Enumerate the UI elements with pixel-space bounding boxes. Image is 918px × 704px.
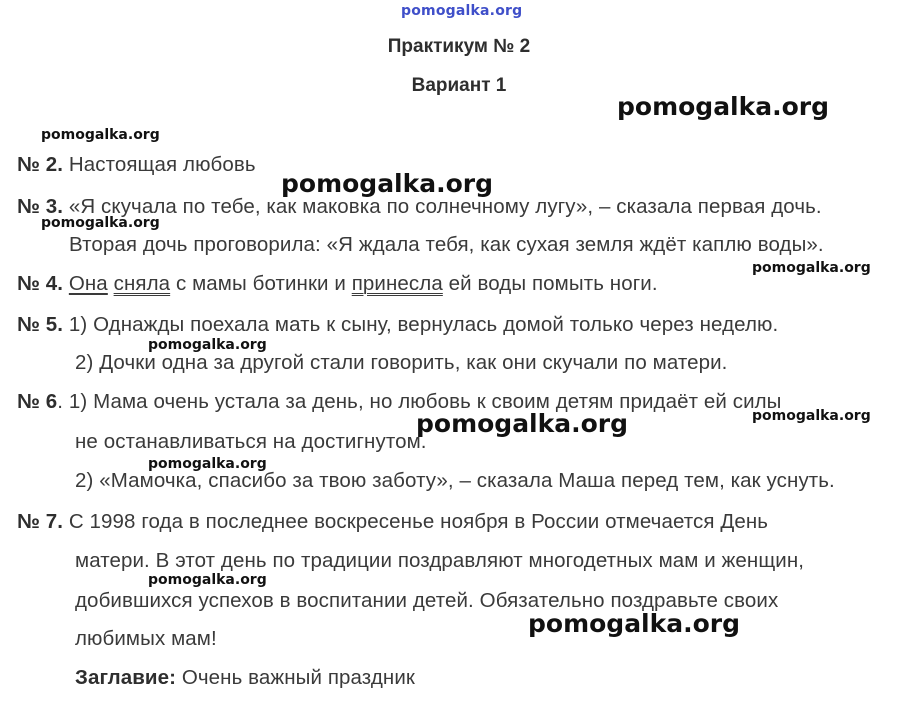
item-5-line-2: 2) Дочки одна за другой стали говорить, как они скучали по матери. bbox=[75, 351, 728, 374]
page-title: Практикум № 2 bbox=[387, 36, 531, 57]
subject-word: Она bbox=[68, 272, 108, 295]
item-number: № 7. bbox=[17, 510, 64, 533]
item-3-line-2: Вторая дочь проговорила: «Я ждала тебя, как сухая земля ждёт каплю воды». bbox=[69, 233, 824, 256]
watermark: pomogalka.org bbox=[416, 409, 629, 438]
item-6 bbox=[17, 390, 782, 414]
item-3 bbox=[17, 195, 822, 219]
item-number: № 6 bbox=[17, 390, 58, 413]
item-text: С 1998 года в последнее воскресенье ноября в России отмечается День bbox=[68, 510, 769, 533]
item-number: № 4. bbox=[17, 272, 64, 295]
title-value: Очень важный праздник bbox=[181, 666, 415, 689]
item-7-line-4: любимых мам! bbox=[75, 627, 217, 650]
title-label: Заглавие: bbox=[75, 666, 177, 689]
watermark: pomogalka.org bbox=[528, 609, 741, 638]
watermark: pomogalka.org bbox=[752, 408, 871, 424]
item-7-title bbox=[75, 666, 415, 690]
watermark: pomogalka.org bbox=[752, 260, 871, 276]
item-text: с мамы ботинки и bbox=[175, 272, 346, 295]
watermark: pomogalka.org bbox=[41, 215, 160, 231]
predicate-word: принесла bbox=[351, 272, 443, 295]
item-2 bbox=[17, 153, 256, 177]
item-5 bbox=[17, 313, 778, 337]
item-text: 1) Однажды поехала мать к сыну, вернулась домой только через неделю. bbox=[68, 313, 779, 336]
variant-title: Вариант 1 bbox=[411, 75, 507, 96]
watermark: pomogalka.org bbox=[148, 572, 267, 588]
item-7 bbox=[17, 510, 768, 534]
item-6-line-3: 2) «Мамочка, спасибо за твою заботу», – сказала Маша перед тем, как уснуть. bbox=[75, 469, 835, 492]
item-6-line-2: не останавливаться на достигнутом. bbox=[75, 430, 427, 453]
item-7-line-2: матери. В этот день по традиции поздравляют многодетных мам и женщин, bbox=[75, 549, 805, 572]
watermark: pomogalka.org bbox=[148, 456, 267, 472]
item-7-line-3: добившихся успехов в воспитании детей. Обязательно поздравьте своих bbox=[75, 589, 779, 612]
item-text: «Я скучала по тебе, как маковка по солнечному лугу», – сказала первая дочь. bbox=[68, 195, 822, 218]
watermark: pomogalka.org bbox=[617, 92, 830, 121]
site-link[interactable]: pomogalka.org bbox=[401, 3, 523, 19]
item-text: ей воды помыть ноги. bbox=[448, 272, 658, 295]
item-number: № 3. bbox=[17, 195, 64, 218]
item-number: № 5. bbox=[17, 313, 64, 336]
predicate-word: сняла bbox=[113, 272, 171, 295]
item-text: Настоящая любовь bbox=[68, 153, 256, 176]
watermark: pomogalka.org bbox=[41, 127, 160, 143]
watermark: pomogalka.org bbox=[281, 169, 494, 198]
item-number: № 2. bbox=[17, 153, 64, 176]
item-4 bbox=[17, 272, 658, 296]
item-text: . 1) Мама очень устала за день, но любовь к своим детям придаёт ей силы bbox=[57, 390, 782, 413]
watermark: pomogalka.org bbox=[148, 337, 267, 353]
